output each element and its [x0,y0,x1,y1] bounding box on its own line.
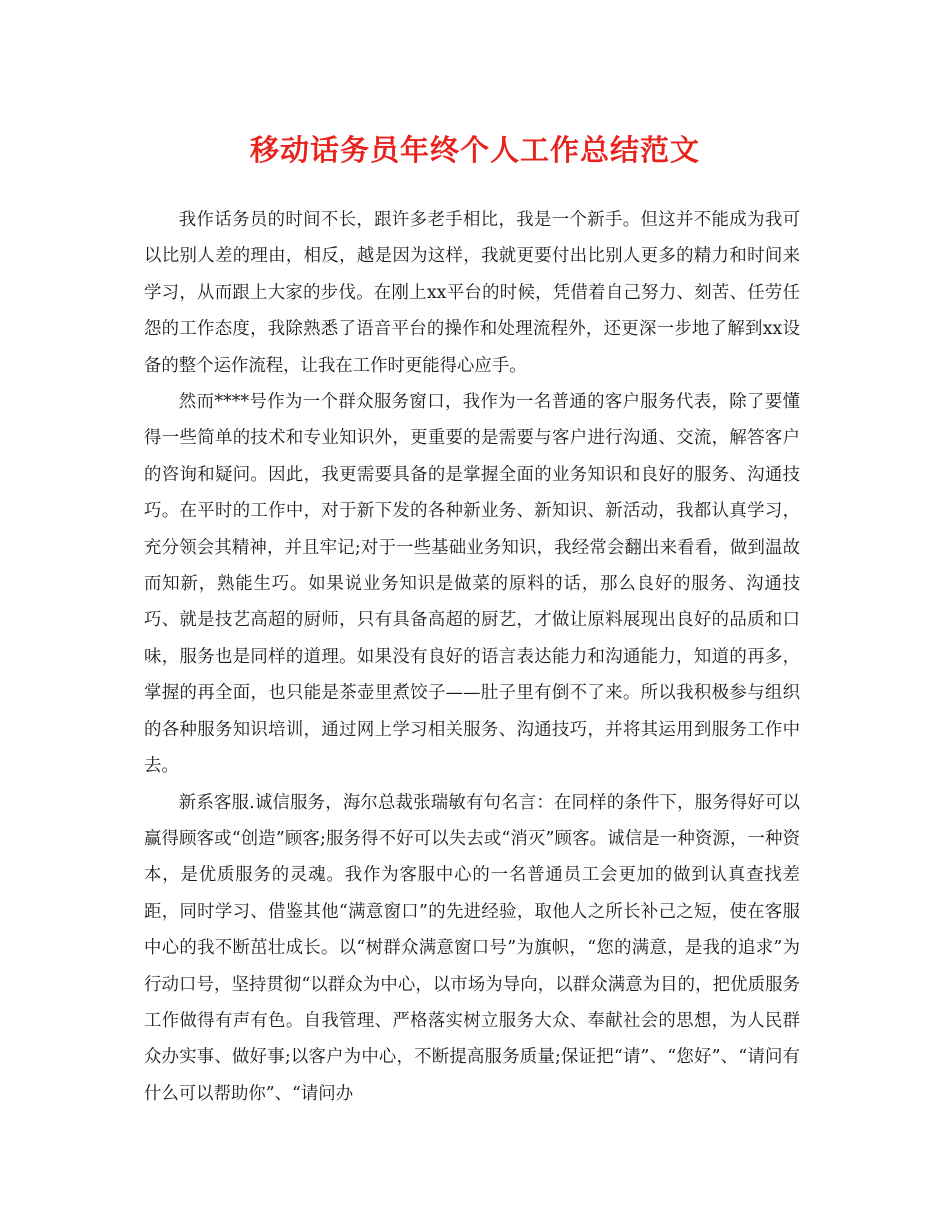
document-body [144,202,800,1112]
paragraph-3: 新系客服.诚信服务，海尔总裁张瑞敏有句名言：在同样的条件下，服务得好可以赢得顾客或“创造”顾客;服务得不好可以失去或“消灭”顾客。诚信是一种资源，一种资本，是优质服务的灵魂。我作为客服中心的一名普通员工会更加的做到认真查找差距，同时学习、借鉴其他“满意窗口”的先进经验，取他人之所长补己之短，使在客服中心的我不断茁壮成长。以“树群众满意窗口号”为旗帜，“您的满意，是我的追求”为行动口号，坚持贯彻“以群众为中心，以市场为导向，以群众满意为目的，把优质服务工作做得有声有色。自我管理、严格落实树立服务大众、奉献社会的思想，为人民群众办实事、做好事;以客户为中心，不断提高服务质量;保证把“请”、“您好”、“请问有什么可以帮助你”、“请问办 [144,792,800,1104]
paragraph-2: 然而****号作为一个群众服务窗口，我作为一名普通的客户服务代表，除了要懂得一些简单的技术和专业知识外，更重要的是需要与客户进行沟通、交流，解答客户的咨询和疑问。因此，我更需要具备的是掌握全面的业务知识和良好的服务、沟通技巧。在平时的工作中，对于新下发的各种新业务、新知识、新活动，我都认真学习，充分领会其精神，并且牢记;对于一些基础业务知识，我经常会翻出来看看，做到温故而知新，熟能生巧。如果说业务知识是做菜的原料的话，那么良好的服务、沟通技巧、就是技艺高超的厨师，只有具备高超的厨艺，才做让原料展现出良好的品质和口味，服务也是同样的道理。如果没有良好的语言表达能力和沟通能力，知道的再多，掌握的再全面，也只能是茶壶里煮饺子——肚子里有倒不了来。所以我积极参与组织的各种服务知识培训，通过网上学习相关服务、沟通技巧，并将其运用到服务工作中去。 [144,392,800,777]
document-title: 移动话务员年终个人工作总结范文 [249,133,700,167]
paragraph-1: 我作话务员的时间不长，跟许多老手相比，我是一个新手。但这并不能成为我可以比别人差的理由，相反，越是因为这样，我就更要付出比别人更多的精力和时间来学习，从而跟上大家的步伐。在刚上xx平台的时候，凭借着自己努力、刻苦、任劳任怨的工作态度，我除熟悉了语音平台的操作和处理流程外，还更深一步地了解到xx设备的整个运作流程，让我在工作时更能得心应手。 [144,210,800,376]
